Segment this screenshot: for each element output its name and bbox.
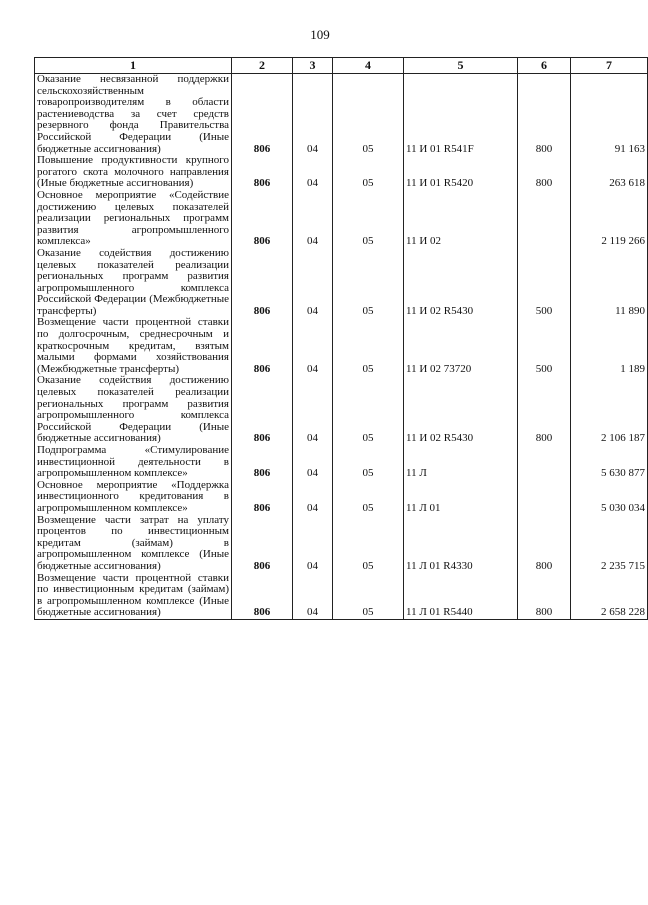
row-grbs: 806 (232, 248, 293, 318)
table-row (35, 190, 648, 248)
row-amount: 91 163 (571, 74, 648, 156)
row-rz: 04 (293, 248, 333, 318)
page-number: 109 (310, 27, 330, 42)
row-pr: 05 (333, 573, 404, 620)
row-csr: 11 Л 01 (404, 480, 518, 515)
row-grbs: 806 (232, 155, 293, 190)
row-name: Подпрограмма «Стимулирование инвестиционной деятельности в агропромышленном комплексе» (35, 445, 232, 480)
row-amount: 5 030 034 (571, 480, 648, 515)
row-pr: 05 (333, 375, 404, 445)
header-col-5: 5 (404, 58, 518, 74)
row-rz: 04 (293, 515, 333, 573)
row-name: Возмещение части процентной ставки по долгосрочным, среднесрочным и краткосрочным кредитам, взятым малыми формами хозяйствования (Межбюджетные трансферты) (35, 317, 232, 375)
row-vr (518, 190, 571, 248)
row-rz: 04 (293, 155, 333, 190)
header-col-4: 4 (333, 58, 404, 74)
row-vr (518, 445, 571, 480)
row-amount: 2 119 266 (571, 190, 648, 248)
row-amount: 2 658 228 (571, 573, 648, 620)
row-pr: 05 (333, 74, 404, 156)
table-row (35, 317, 648, 375)
row-grbs: 806 (232, 74, 293, 156)
row-csr: 11 И 01 R541F (404, 74, 518, 156)
row-name: Возмещение части процентной ставки по инвестиционным кредитам (займам) в агропромышленном комплексе (Иные бюджетные ассигнования) (35, 573, 232, 620)
table-row (35, 445, 648, 480)
row-pr: 05 (333, 480, 404, 515)
table-row (35, 480, 648, 515)
row-csr: 11 И 02 (404, 190, 518, 248)
table-row (35, 155, 648, 190)
row-rz: 04 (293, 317, 333, 375)
table-row (35, 573, 648, 620)
row-amount: 11 890 (571, 248, 648, 318)
row-name: Возмещение части затрат на уплату процентов по инвестиционным кредитам (займам) в агропромышленном комплексе (Иные бюджетные ассигнования) (35, 515, 232, 573)
table-row (35, 248, 648, 318)
header-col-7: 7 (571, 58, 648, 74)
row-grbs: 806 (232, 515, 293, 573)
row-pr: 05 (333, 155, 404, 190)
row-pr: 05 (333, 445, 404, 480)
row-grbs: 806 (232, 445, 293, 480)
row-vr: 800 (518, 573, 571, 620)
row-pr: 05 (333, 190, 404, 248)
row-pr: 05 (333, 248, 404, 318)
row-csr: 11 Л 01 R5440 (404, 573, 518, 620)
row-vr: 500 (518, 317, 571, 375)
row-amount: 2 235 715 (571, 515, 648, 573)
row-name: Основное мероприятие «Поддержка инвестиционного кредитования в агропромышленном комплексе» (35, 480, 232, 515)
row-vr: 800 (518, 74, 571, 156)
table-row (35, 74, 648, 156)
header-col-3: 3 (293, 58, 333, 74)
row-csr: 11 Л (404, 445, 518, 480)
budget-table (34, 57, 648, 620)
row-rz: 04 (293, 480, 333, 515)
header-col-2: 2 (232, 58, 293, 74)
row-amount: 2 106 187 (571, 375, 648, 445)
row-name: Оказание несвязанной поддержки сельскохозяйственным товаропроизводителям в области растениеводства за счет средств резервного фонда Правительства Российской Федерации (Иные бюджетные ассигнования) (35, 74, 232, 156)
row-rz: 04 (293, 573, 333, 620)
row-vr (518, 480, 571, 515)
row-amount: 263 618 (571, 155, 648, 190)
row-rz: 04 (293, 375, 333, 445)
table-row (35, 515, 648, 573)
row-grbs: 806 (232, 375, 293, 445)
row-csr: 11 И 02 R5430 (404, 375, 518, 445)
row-pr: 05 (333, 317, 404, 375)
row-vr: 800 (518, 515, 571, 573)
row-name: Основное мероприятие «Содействие достижению целевых показателей реализации региональных программ развития агропромышленного комплекса» (35, 190, 232, 248)
row-grbs: 806 (232, 480, 293, 515)
row-rz: 04 (293, 190, 333, 248)
row-grbs: 806 (232, 317, 293, 375)
header-col-1: 1 (35, 58, 232, 74)
table-header-row (35, 58, 648, 74)
row-vr: 800 (518, 375, 571, 445)
row-csr: 11 Л 01 R4330 (404, 515, 518, 573)
row-rz: 04 (293, 74, 333, 156)
row-csr: 11 И 02 R5430 (404, 248, 518, 318)
table-row (35, 375, 648, 445)
row-csr: 11 И 01 R5420 (404, 155, 518, 190)
row-rz: 04 (293, 445, 333, 480)
row-grbs: 806 (232, 573, 293, 620)
row-vr: 500 (518, 248, 571, 318)
row-pr: 05 (333, 515, 404, 573)
row-name: Оказание содействия достижению целевых показателей реализации региональных программ развития агропромышленного комплекса Российской Федерации (Межбюджетные трансферты) (35, 248, 232, 318)
row-grbs: 806 (232, 190, 293, 248)
row-amount: 1 189 (571, 317, 648, 375)
row-vr: 800 (518, 155, 571, 190)
row-amount: 5 630 877 (571, 445, 648, 480)
row-name: Повышение продуктивности крупного рогатого скота молочного направления (Иные бюджетные ассигнования) (35, 155, 232, 190)
row-name: Оказание содействия достижению целевых показателей реализации региональных программ развития агропромышленного комплекса Российской Федерации (Иные бюджетные ассигнования) (35, 375, 232, 445)
row-csr: 11 И 02 73720 (404, 317, 518, 375)
header-col-6: 6 (518, 58, 571, 74)
